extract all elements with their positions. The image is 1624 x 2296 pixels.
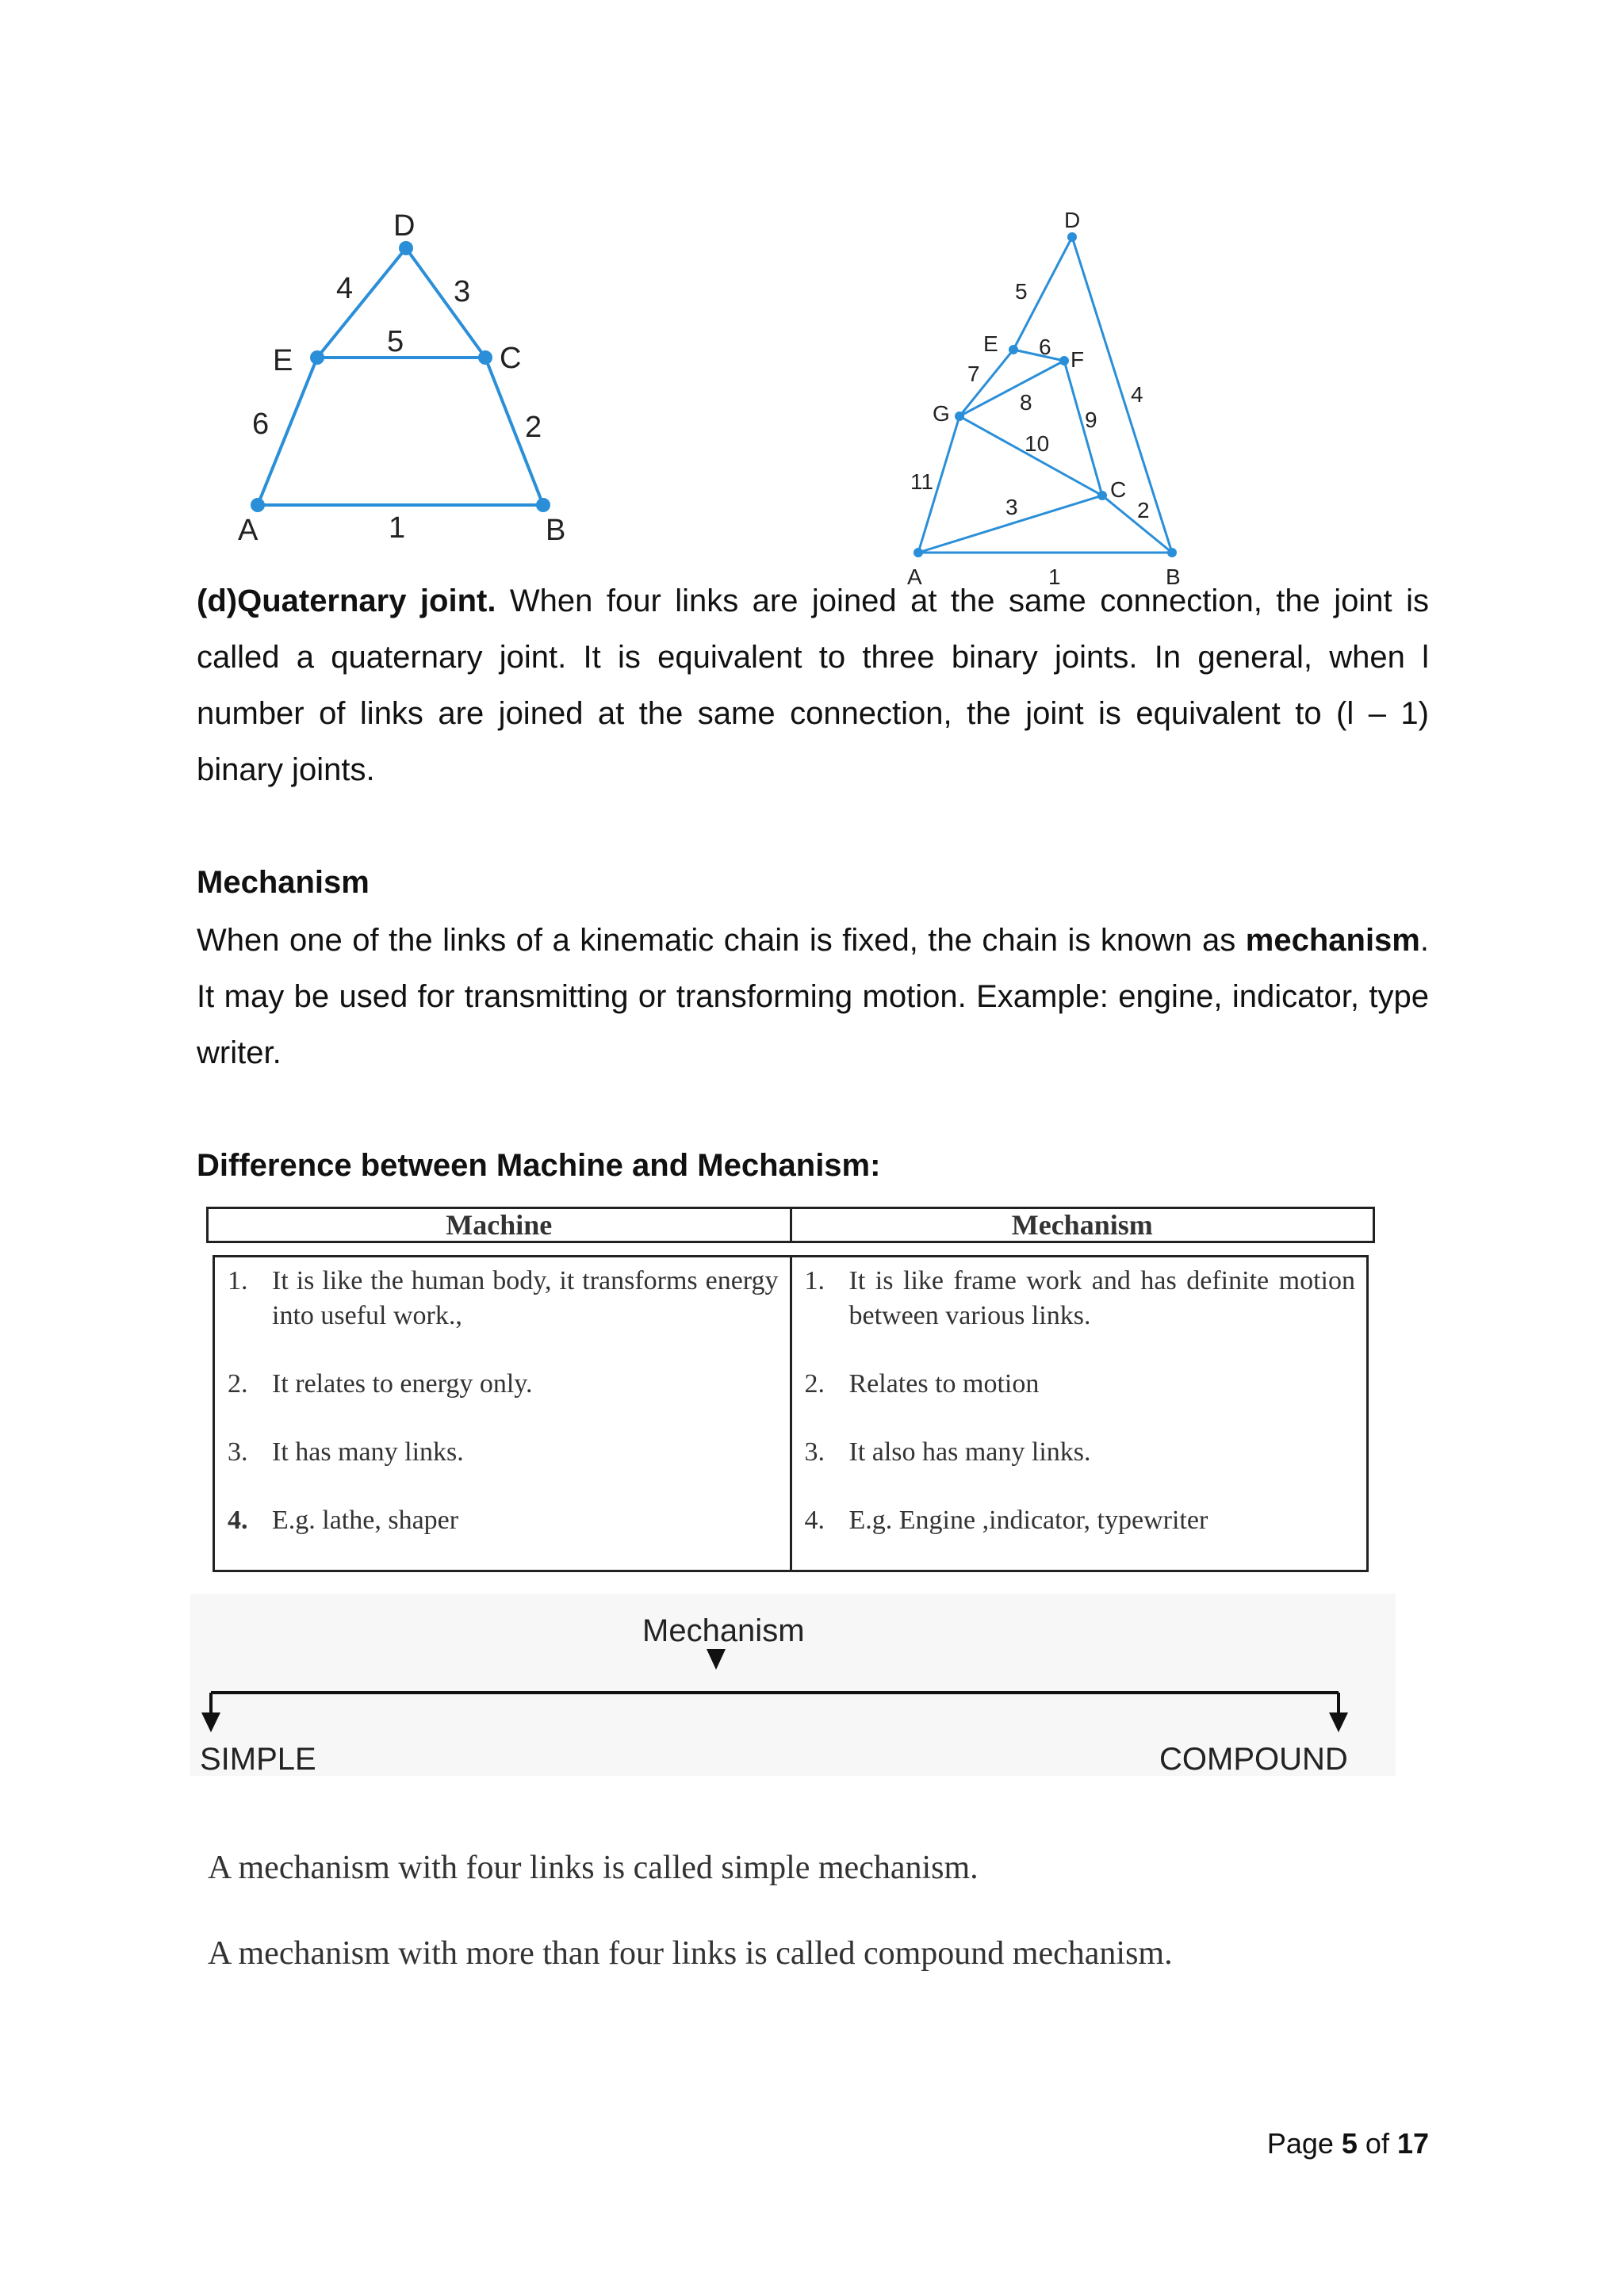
item-text: It also has many links. — [848, 1437, 1091, 1467]
joint-B — [536, 498, 550, 512]
mechanism-text-after: . It may be used for transmitting or transforming motion. Example: engine, indicator, type writer. — [197, 923, 1429, 1070]
machine-column — [215, 1257, 792, 1570]
joint-G — [955, 411, 964, 421]
link-label-1: 1 — [1048, 564, 1061, 589]
label-A: A — [907, 564, 922, 589]
joint-F — [1059, 356, 1069, 365]
link-label-7: 7 — [967, 362, 980, 386]
label-B: B — [546, 514, 566, 547]
mechanism-paragraph — [197, 913, 1429, 1081]
difference-heading: Difference between Machine and Mechanism: — [197, 1148, 881, 1183]
table-row — [805, 1367, 1356, 1402]
joint-C — [478, 350, 492, 365]
simple-mechanism-definition: A mechanism with four links is called simple mechanism. — [208, 1850, 979, 1886]
link-label-5: 5 — [1015, 279, 1028, 304]
table-row — [805, 1264, 1356, 1334]
quaternary-joint-paragraph — [197, 573, 1429, 798]
item-number: 4. — [228, 1506, 248, 1535]
six-link-chain-diagram — [230, 202, 595, 559]
link-label-8: 8 — [1020, 390, 1032, 415]
label-A: A — [238, 514, 259, 547]
item-text: E.g. Engine ,indicator, typewriter — [848, 1506, 1208, 1535]
table-row — [228, 1503, 779, 1538]
item-text: It has many links. — [272, 1437, 464, 1467]
compound-mechanism-definition: A mechanism with more than four links is called compound mechanism. — [208, 1935, 1173, 1972]
column-header-machine: Machine — [209, 1209, 792, 1241]
item-number: 4. — [804, 1506, 825, 1535]
link-10 — [959, 416, 1102, 496]
label-C: C — [1110, 477, 1127, 502]
label-D: D — [393, 209, 416, 243]
page-total: 17 — [1396, 2127, 1429, 2160]
link-label-2: 2 — [1137, 498, 1150, 522]
label-C: C — [500, 342, 522, 375]
item-number: 2. — [228, 1369, 248, 1399]
item-text: It is like frame work and has definite motion between various links. — [848, 1266, 1355, 1330]
item-text: Relates to motion — [848, 1369, 1040, 1399]
item-text: It relates to energy only. — [272, 1369, 533, 1399]
compound-chain-diagram — [888, 202, 1205, 591]
link-label-6: 6 — [252, 408, 270, 441]
link-label-3: 3 — [1005, 495, 1018, 519]
page-current: 5 — [1341, 2127, 1358, 2160]
link-3 — [406, 248, 485, 358]
comparison-table-body — [213, 1255, 1369, 1572]
label-F: F — [1071, 347, 1085, 372]
item-text: It is like the human body, it transforms energy into useful work., — [272, 1266, 779, 1330]
joint-D — [1067, 232, 1077, 242]
page-prefix: Page — [1266, 2127, 1342, 2160]
label-G: G — [933, 401, 950, 426]
quaternary-joint-term: (d)Quaternary joint. — [197, 584, 496, 618]
joint-B — [1167, 548, 1177, 557]
label-D: D — [1064, 208, 1081, 232]
joint-E — [310, 350, 324, 365]
link-label-6: 6 — [1039, 335, 1051, 359]
link-label-10: 10 — [1025, 431, 1050, 456]
joint-A — [251, 498, 265, 512]
link-label-3: 3 — [454, 275, 471, 308]
column-header-mechanism: Mechanism — [1011, 1209, 1153, 1241]
link-label-4: 4 — [336, 272, 354, 305]
table-row — [228, 1367, 779, 1402]
item-number: 2. — [804, 1369, 825, 1399]
classification-left: SIMPLE — [200, 1742, 316, 1777]
label-E: E — [273, 344, 293, 377]
joint-C — [1097, 491, 1107, 500]
mechanism-text-before: When one of the links of a kinematic chain is fixed, the chain is known as — [197, 923, 1246, 958]
link-label-2: 2 — [525, 411, 542, 444]
classification-right: COMPOUND — [1159, 1742, 1348, 1777]
table-row — [805, 1503, 1356, 1538]
link-label-4: 4 — [1131, 382, 1143, 407]
item-number: 3. — [228, 1437, 248, 1467]
page-middle: of — [1357, 2127, 1397, 2160]
item-number: 1. — [804, 1266, 825, 1295]
quaternary-joint-text: When four links are joined at the same connection, the joint is called a quaternary joint. It is equivalent to three binary joints. In general, when l number of links are joined at the same connection, the joint is equivalent to (l – 1) binary joints. — [197, 584, 1429, 787]
joint-E — [1009, 345, 1018, 354]
mechanism-heading: Mechanism — [197, 865, 370, 900]
mechanism-column — [792, 1257, 1367, 1570]
table-row — [228, 1435, 779, 1470]
page-number — [1267, 2127, 1429, 2160]
item-number: 1. — [228, 1266, 248, 1295]
mechanism-classification-diagram — [190, 1594, 1396, 1800]
joint-A — [914, 548, 923, 557]
link-label-1: 1 — [389, 511, 406, 545]
item-number: 3. — [804, 1437, 825, 1467]
link-label-11: 11 — [910, 469, 934, 494]
table-row — [805, 1435, 1356, 1470]
link-label-5: 5 — [387, 325, 404, 358]
link-label-9: 9 — [1085, 408, 1097, 432]
label-E: E — [983, 331, 998, 356]
comparison-table-header — [206, 1207, 1375, 1243]
table-row — [228, 1264, 779, 1334]
joint-D — [399, 241, 413, 255]
mechanism-bold-word: mechanism — [1245, 923, 1420, 958]
label-B: B — [1166, 564, 1181, 589]
classification-root: Mechanism — [642, 1613, 805, 1648]
link-4 — [1072, 237, 1172, 553]
item-text: E.g. lathe, shaper — [272, 1506, 459, 1535]
